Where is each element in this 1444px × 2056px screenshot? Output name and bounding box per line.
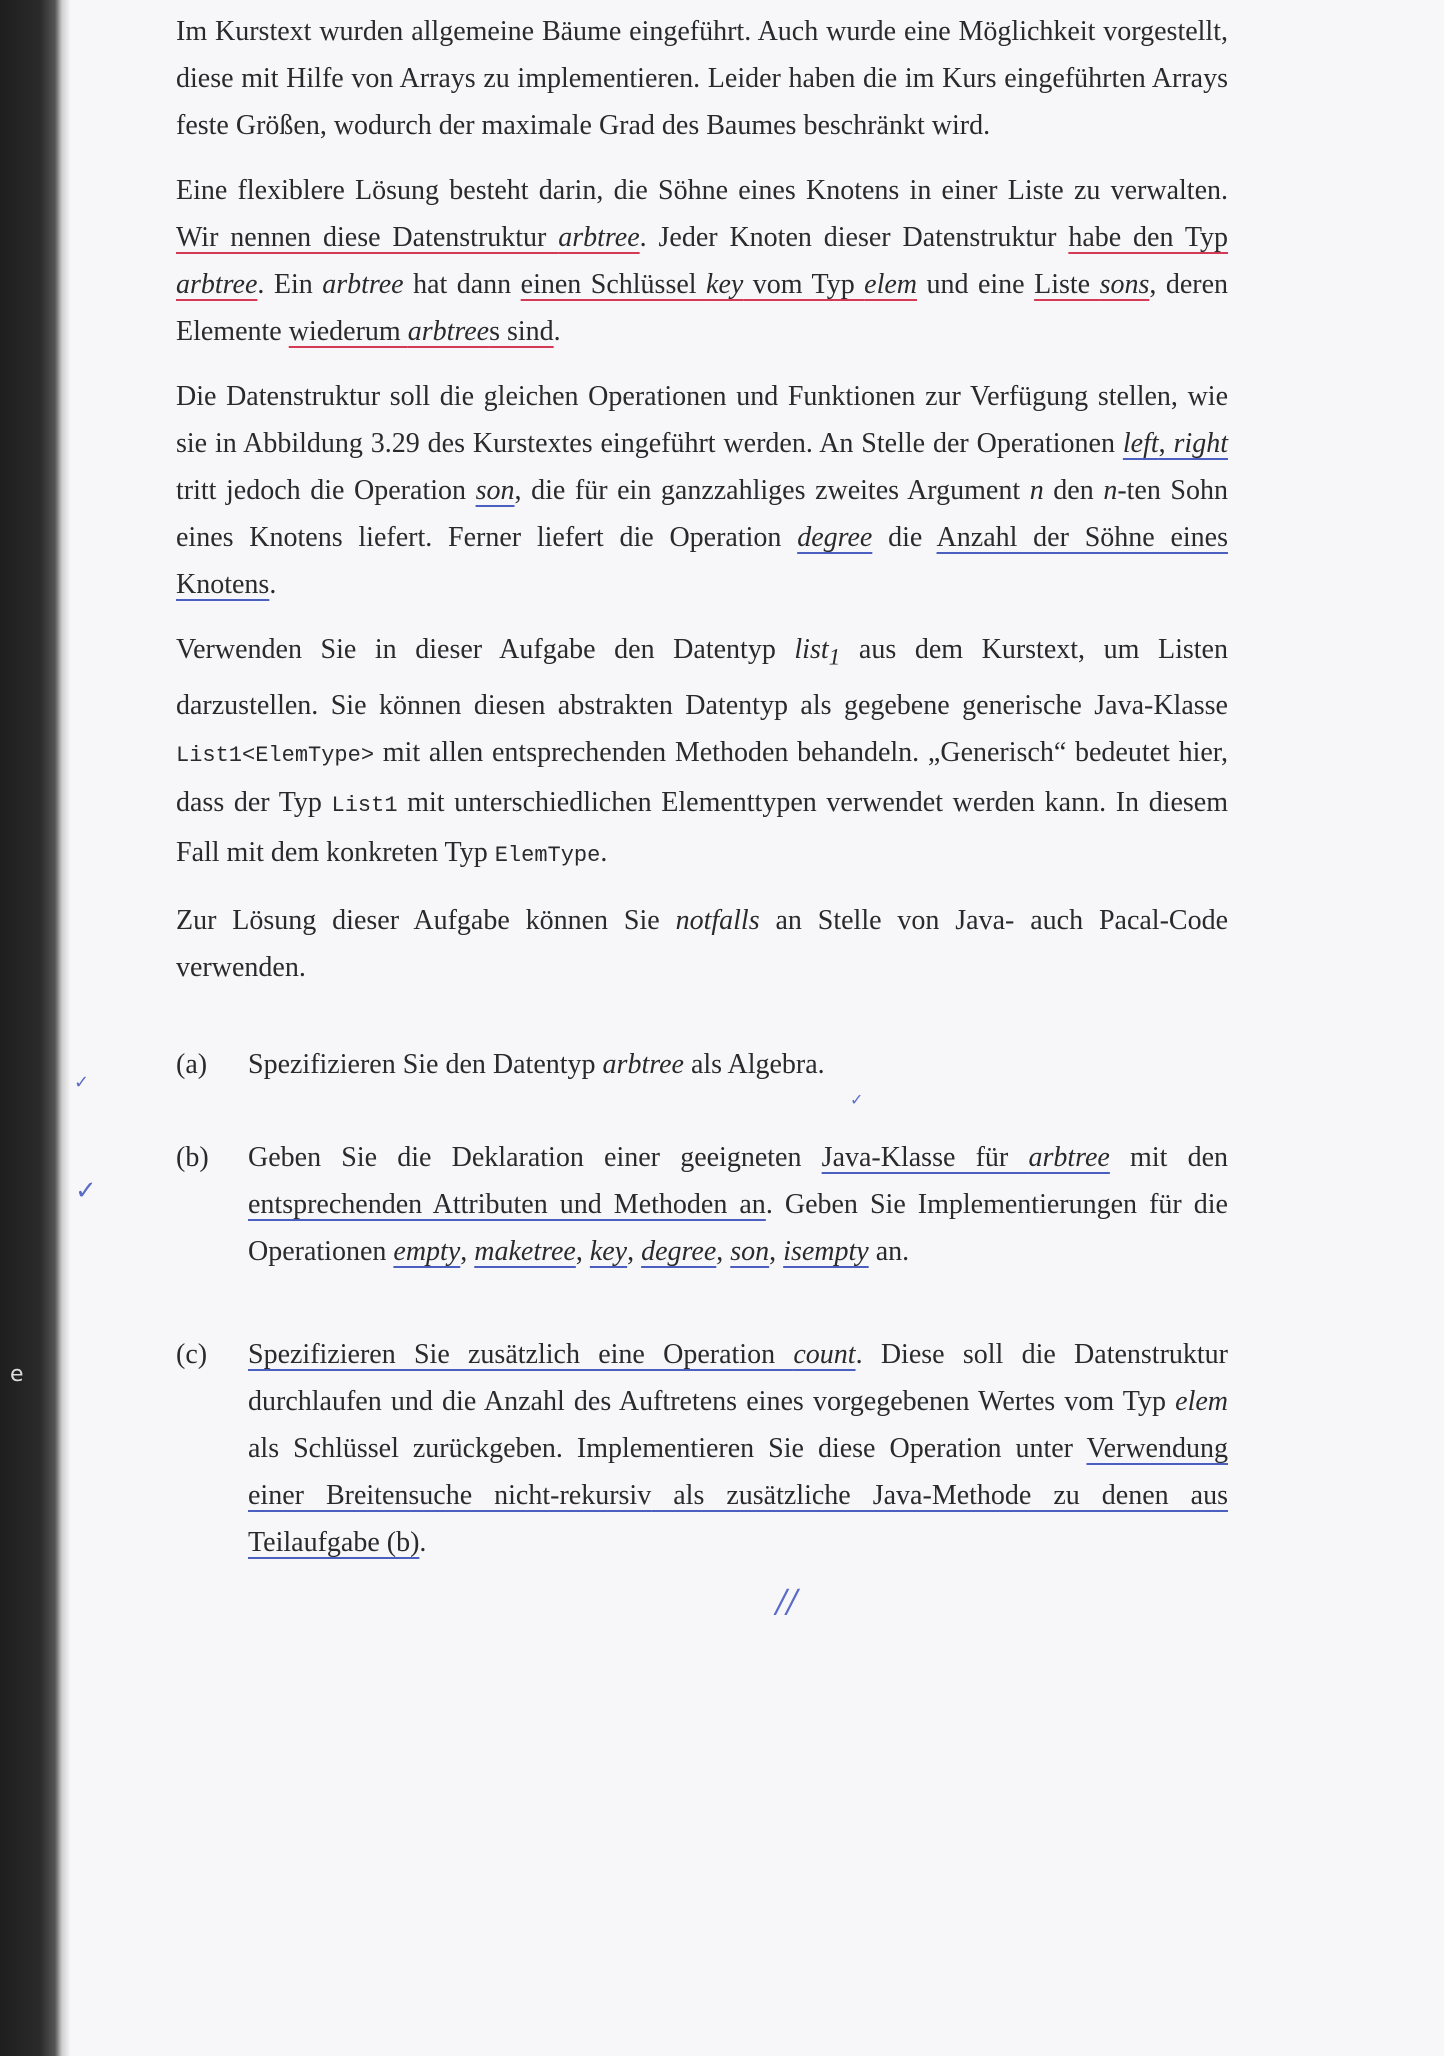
term-isempty: isempty — [783, 1235, 869, 1267]
check-mark-b: ✓ — [75, 1176, 97, 1206]
underlined-text — [822, 1142, 1110, 1173]
margin-mark: e — [10, 1362, 24, 1387]
text: . Diese soll die Datenstruktur durchlaufen und die Anzahl des Auftretens eines vorgegebenen Wertes vom Typ — [248, 1338, 1228, 1417]
text: -ten Sohn eines Knotens liefert. Ferner liefert die Operation — [176, 475, 1229, 553]
text: mit den — [1109, 1141, 1229, 1173]
term-count: count — [793, 1338, 856, 1370]
term-key: key — [589, 1235, 628, 1267]
task-label: (a) — [176, 1048, 208, 1080]
term-right: right — [1173, 428, 1228, 459]
term-key: key — [706, 269, 744, 300]
text: an. — [868, 1235, 910, 1267]
subscript: 1 — [828, 644, 841, 671]
text: hat dann — [403, 269, 521, 300]
term-degree: degree — [641, 1235, 717, 1267]
text: , — [460, 1235, 475, 1267]
text: als Algebra. — [683, 1048, 825, 1080]
code-elemtype: ElemType — [494, 842, 601, 868]
term-sons: sons — [1099, 269, 1150, 300]
text: . Geben Sie Implementierungen für die Operationen — [248, 1188, 1228, 1267]
task-list — [176, 1041, 1228, 1566]
paragraph-arbtree-definition — [176, 167, 1228, 355]
task-label: (b) — [176, 1141, 209, 1173]
text: Eine flexiblere Lösung besteht darin, die Söhne eines Knotens in einer Liste zu verwalten. — [176, 175, 1228, 206]
paragraph-language-note — [176, 897, 1228, 991]
text: Die Datenstruktur soll die gleichen Operationen und Funktionen zur Verfügung stellen, wie sie in Abbildung 3.29 des Kurstextes eingeführt werden. An Stelle der Operationen — [176, 381, 1228, 459]
text: . Jeder Knoten dieser Datenstruktur — [639, 222, 1069, 253]
text: , — [1158, 428, 1174, 459]
term-arbtree: arbtree — [407, 316, 490, 347]
underlined-text — [289, 316, 554, 347]
text: die — [872, 522, 937, 553]
text: , — [716, 1235, 731, 1267]
text: wiederum — [288, 316, 408, 347]
underlined-text: entsprechenden Attributen und Methoden an — [248, 1188, 766, 1220]
underlined-text: Anzahl der Söhne eines Knotens — [176, 522, 1229, 600]
handwritten-mark: // — [776, 1582, 798, 1620]
text: Verwenden Sie in dieser Aufgabe den Datentyp — [176, 634, 795, 665]
document-page — [10, 0, 1444, 2056]
term-arbtree: arbtree — [176, 269, 258, 300]
term-n: n — [1029, 475, 1044, 506]
term-maketree: maketree — [474, 1235, 576, 1267]
term-son: son — [730, 1235, 770, 1267]
text: einen Schlüssel — [520, 269, 707, 300]
text: mit unterschiedlichen Elementtypen verwendet werden kann. In diesem Fall mit dem konkreten Typ — [176, 786, 1229, 868]
term-arbtree: arbtree — [602, 1048, 684, 1080]
underlined-text: Verwendung einer Breitensuche nicht-rekursiv — [248, 1432, 1228, 1511]
check-mark-a: ✓ — [74, 1072, 90, 1093]
underlined-text — [1034, 269, 1149, 300]
text: Zur Lösung dieser Aufgabe können Sie — [176, 904, 676, 936]
document-body — [176, 8, 1228, 1606]
text: , — [769, 1235, 784, 1267]
text: , — [575, 1235, 590, 1267]
text: tritt jedoch die Operation — [176, 475, 476, 506]
scan-left-edge — [0, 0, 70, 2056]
underlined-text — [521, 269, 917, 300]
paragraph-operations — [176, 373, 1228, 608]
paragraph-intro — [176, 8, 1228, 149]
text: . — [553, 316, 561, 347]
text: Im Kurstext wurden allgemeine Bäume eingeführt. Auch wurde eine Möglichkeit vorgestellt, diese mit Hilfe von Arrays zu implementieren. Leider haben die im Kurs eingeführten Arrays feste Größen, wodurch der maximale Grad des Baumes beschränkt wird. — [176, 16, 1228, 141]
code-list1: List1 — [331, 792, 398, 818]
term-son: son — [475, 475, 515, 506]
text: Spezifizieren Sie zusätzlich eine Operation — [248, 1338, 794, 1370]
task-a — [176, 1041, 1228, 1088]
text: . — [419, 1526, 427, 1558]
text: Spezifizieren Sie den Datentyp — [248, 1048, 603, 1080]
term-notfalls: notfalls — [675, 904, 760, 936]
task-c — [176, 1331, 1228, 1566]
text: habe den Typ — [1068, 222, 1228, 253]
term-list: list — [794, 634, 829, 665]
underlined-text — [1123, 428, 1228, 459]
underlined-text: als zusätzliche Java-Methode zu denen aus Teilaufgabe (b) — [248, 1479, 1228, 1558]
term-elem: elem — [864, 269, 918, 300]
term-empty: empty — [393, 1235, 461, 1267]
underlined-text — [176, 222, 640, 253]
text: als Schlüssel zurückgeben. Implementieren Sie diese Operation unter — [248, 1432, 1087, 1464]
term-arbtree: arbtree — [1028, 1141, 1110, 1173]
text: Liste — [1034, 269, 1100, 300]
text: Wir nennen diese Datenstruktur — [176, 222, 559, 253]
term-n: n — [1103, 475, 1118, 506]
text: , — [627, 1235, 642, 1267]
text: Geben Sie die Deklaration einer geeigneten — [248, 1141, 822, 1173]
text: , die für ein ganzzahliges zweites Argument — [514, 475, 1030, 506]
text: den — [1043, 475, 1104, 506]
task-label: (c) — [176, 1338, 208, 1370]
text: , deren Elemente — [176, 269, 1229, 347]
text: vom Typ — [743, 269, 865, 300]
term-degree: degree — [797, 522, 873, 553]
underlined-text — [476, 475, 515, 506]
text: und eine — [917, 269, 1035, 300]
underlined-text — [248, 1339, 856, 1370]
text: . — [600, 836, 608, 868]
text: s sind — [489, 316, 554, 347]
term-left: left — [1122, 428, 1159, 459]
text: an Stelle von Java- auch Pacal-Code verwenden. — [176, 904, 1229, 983]
term-arbtree: arbtree — [322, 269, 404, 300]
text: mit allen entsprechenden Methoden behandeln. „Generisch“ bedeutet hier, dass der Typ — [176, 736, 1228, 818]
term-elem: elem — [1175, 1385, 1228, 1417]
underlined-text — [797, 522, 872, 553]
text: . — [269, 569, 277, 600]
term-arbtree: arbtree — [558, 222, 640, 253]
code-list1-generic: List1<ElemType> — [176, 742, 375, 768]
check-mark-a-end: ✓ — [850, 1090, 864, 1109]
task-b — [176, 1134, 1228, 1275]
text: aus dem Kurstext, um Listen darzustellen. Sie können diesen abstrakten Datentyp als gegebene generische Java-Klasse — [176, 634, 1228, 721]
text: Java-Klasse für — [821, 1141, 1029, 1173]
text: . Ein — [257, 269, 323, 300]
paragraph-list-type — [176, 626, 1228, 879]
